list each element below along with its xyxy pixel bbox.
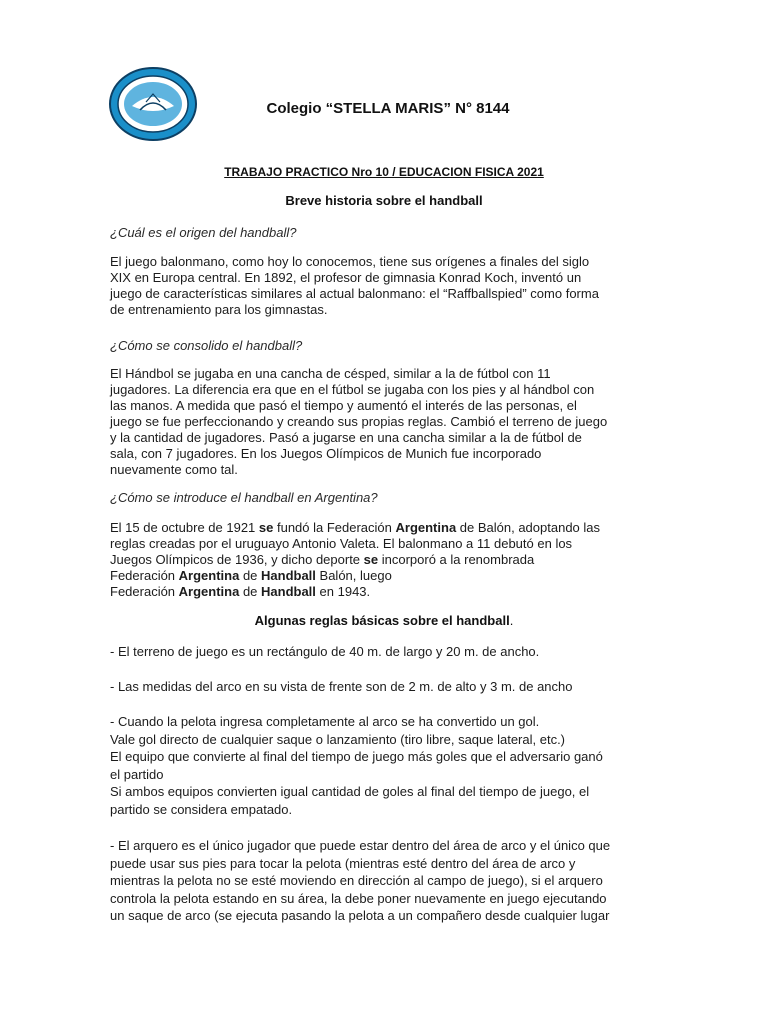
rule-scoring: [110, 713, 658, 819]
rules-heading: Algunas reglas básicas sobre el handball.: [254, 613, 514, 628]
rule-goal-size: - Las medidas del arco en su vista de frente son de 2 m. de alto y 3 m. de ancho: [110, 679, 573, 694]
rule-field-size: - El terreno de juego es un rectángulo de 40 m. de largo y 20 m. de ancho.: [110, 644, 540, 659]
paragraph-argentina: [110, 520, 658, 600]
paragraph-line: juego se fue perfeccionando y creando sus propias reglas. Cambió el terreno de juego: [110, 414, 608, 429]
assignment-title: TRABAJO PRACTICO Nro 10 / EDUCACION FISICA 2021: [224, 165, 544, 179]
paragraph-line: juego de características similares al actual balonmano: el “Raffballspied” como forma: [110, 286, 599, 301]
paragraph-line: jugadores. La diferencia era que en el fútbol se jugaba con los pies y al hándbol con: [110, 382, 595, 397]
rule-line: Si ambos equipos convierten igual cantidad de goles al final del tiempo de juego, el: [110, 784, 590, 800]
school-title: Colegio “STELLA MARIS” N° 8144: [266, 100, 510, 117]
rule-line: controla la pelota estando en su área, la debe poner nuevamente en juego ejecutando: [110, 890, 607, 906]
rule-line: un saque de arco (se ejecuta pasando la pelota a un compañero desde cualquier lugar: [110, 908, 610, 924]
rule-line: - El arquero es el único jugador que puede estar dentro del área de arco y el único que: [110, 838, 611, 853]
rule-line: Vale gol directo de cualquier saque o lanzamiento (tiro libre, saque lateral, etc.): [110, 731, 566, 747]
rule-line: mientras la pelota no se esté moviendo en dirección al campo de juego), si el arquero: [110, 873, 603, 889]
question-argentina: ¿Cómo se introduce el handball en Argentina?: [110, 490, 378, 505]
paragraph-line: El 15 de octubre de 1921 se fundó la Federación Argentina de Balón, adoptando las: [110, 520, 601, 535]
paragraph-consolidation: [110, 366, 658, 478]
rule-goalkeeper: [110, 837, 658, 925]
rule-line: puede usar sus pies para tocar la pelota (mientras esté dentro del área de arco y: [110, 855, 576, 871]
question-consolidation: ¿Cómo se consolido el handball?: [110, 338, 303, 353]
paragraph-line: Juegos Olímpicos de 1936, y dicho deporte se incorporó a la renombrada: [110, 552, 535, 567]
paragraph-line: y la cantidad de jugadores. Pasó a jugarse en una cancha similar a la de fútbol de: [110, 430, 582, 445]
paragraph-line: reglas creadas por el uruguayo Antonio Valeta. El balonmano a 11 debutó en los: [110, 536, 573, 551]
question-origin: ¿Cuál es el origen del handball?: [110, 225, 297, 240]
paragraph-line: sala, con 7 jugadores. En los Juegos Olímpicos de Munich fue incorporado: [110, 446, 542, 461]
paragraph-line: nuevamente como tal.: [110, 462, 238, 477]
rule-line: - Cuando la pelota ingresa completamente al arco se ha convertido un gol.: [110, 714, 540, 729]
paragraph-line: de entrenamiento para los gimnastas.: [110, 302, 328, 317]
rule-line: partido se considera empatado.: [110, 801, 293, 817]
rule-line: El equipo que convierte al final del tiempo de juego más goles que el adversario ganó: [110, 749, 603, 765]
rule-line: el partido: [110, 766, 164, 782]
paragraph-line: El juego balonmano, como hoy lo conocemos, tiene sus orígenes a finales del siglo: [110, 254, 590, 269]
paragraph-line: El Hándbol se jugaba en una cancha de césped, similar a la de fútbol con 11: [110, 366, 551, 381]
paragraph-line: las manos. A medida que pasó el tiempo y aumentó el interés de las personas, el: [110, 398, 577, 413]
main-heading: Breve historia sobre el handball: [285, 193, 483, 208]
paragraph-line: XIX en Europa central. En 1892, el profesor de gimnasia Konrad Koch, inventó un: [110, 270, 582, 285]
paragraph-line: Federación Argentina de Handball Balón, luego: [110, 568, 392, 583]
paragraph-line: Federación Argentina de Handball en 1943.: [110, 584, 371, 599]
paragraph-origin: [110, 254, 658, 318]
